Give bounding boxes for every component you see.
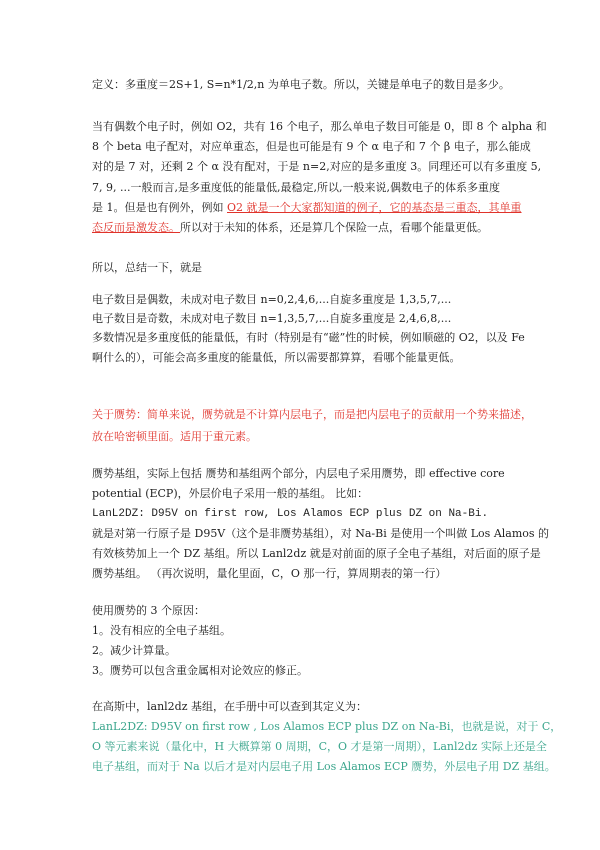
- pseudopotential-line-1: 关于赝势：简单来说，赝势就是不计算内层电子，而是把内层电子的贡献用一个势来描述，: [92, 408, 532, 421]
- ecp-basis-line-4: 就是对第一行原子是 D95V（这个是非赝势基组），对 Na-Bi 是使用一个叫做 Los Alamos 的: [92, 527, 550, 540]
- reasons-title: 使用赝势的 3 个原因：: [92, 604, 205, 617]
- paragraph-even-line-3: 对的是 7 对，还剩 2 个 α 没有配对，于是 n=2,对应的是多重度 3。同理还可以有多重度 5,: [92, 160, 542, 173]
- summary-note-line-2: 啊什么的），可能会高多重度的能量低，所以需要都算算，看哪个能量更低。: [92, 351, 461, 364]
- paragraph-even-line-2: 8 个 beta 电子配对，对应单重态，但是也可能是有 9 个 α 电子和 7 个 β 电子，那么能成: [92, 140, 531, 153]
- paragraph-even-line-6: [92, 221, 488, 235]
- gaussian-quote-line-3: 电子基组，而对于 Na 以后才是对内层电子用 Los Alamos ECP 赝势，外层电子用 DZ 基组。: [92, 760, 556, 773]
- gaussian-intro: 在高斯中，lanl2dz 基组，在手册中可以查到其定义为：: [92, 700, 368, 713]
- odd-rule-line: 电子数目是奇数，未成对电子数目 n=1,3,5,7,...自旋多重度是 2,4,6,8,...: [92, 312, 452, 325]
- gaussian-quote-line-1: LanL2DZ: D95V on first row , Los Alamos ECP plus DZ on Na-Bi，也就是说，对于 C，: [92, 720, 562, 733]
- summary-intro: 所以，总结一下，就是: [92, 261, 202, 274]
- ecp-basis-line-6: 赝势基组。 （再次说明，量化里面，C，O 那一行，算周期表的第一行）: [92, 567, 447, 580]
- paragraph-even-line-5: [92, 201, 522, 215]
- reason-item-3: 3。赝势可以包含重金属相对论效应的修正。: [92, 664, 308, 677]
- gaussian-quote-line-2: O 等元素来说（量化中，H 大概算第 0 周期，C，O 才是第一周期），Lanl2dz 实际上还是全: [92, 740, 547, 753]
- lanl2dz-definition: LanL2DZ: D95V on first row, Los Alamos ECP plus DZ on Na-Bi.: [92, 508, 489, 520]
- reason-item-2: 2。减少计算量。: [92, 644, 176, 657]
- ecp-basis-line-1: 赝势基组，实际上包括 赝势和基组两个部分，内层电子采用赝势，即 effective core: [92, 467, 505, 480]
- ecp-basis-line-2: potential (ECP)，外层价电子采用一般的基组。 比如：: [92, 487, 369, 500]
- definition-line: 定义：多重度＝2S+1, S=n*1/2,n 为单电子数。所以，关键是单电子的数目是多少。: [92, 78, 510, 91]
- ecp-basis-line-5: 有效核势加上一个 DZ 基组。所以 Lanl2dz 就是对前面的原子全电子基组，对后面的原子是: [92, 547, 541, 560]
- summary-note-line-1: 多数情况是多重度低的能量低，有时（特别是有“磁”性的时候，例如顺磁的 O2，以及 Fe: [92, 331, 525, 344]
- pseudopotential-line-2: 放在哈密顿里面。适用于重元素。: [92, 430, 257, 443]
- excited-state-highlight: 态反而是激发态。: [92, 221, 180, 234]
- line-5-text: 是 1。但是也有例外，例如: [92, 201, 227, 214]
- paragraph-even-line-4: 7, 9, ...一般而言,是多重度低的能量低,最稳定,所以,一般来说,偶数电子的体系多重度: [92, 181, 500, 194]
- paragraph-even-line-1: 当有偶数个电子时，例如 O2，共有 16 个电子，那么单电子数目可能是 0，即 8 个 alpha 和: [92, 120, 547, 133]
- even-rule-line: 电子数目是偶数，未成对电子数目 n=0,2,4,6,...自旋多重度是 1,3,5,7,...: [92, 293, 452, 306]
- o2-example-highlight: O2 就是一个大家都知道的例子，它的基态是三重态，其单重: [227, 201, 522, 214]
- reason-item-1: 1。没有相应的全电子基组。: [92, 624, 231, 637]
- line-6-text: 所以对于未知的体系，还是算几个保险一点，看哪个能量更低。: [180, 221, 488, 234]
